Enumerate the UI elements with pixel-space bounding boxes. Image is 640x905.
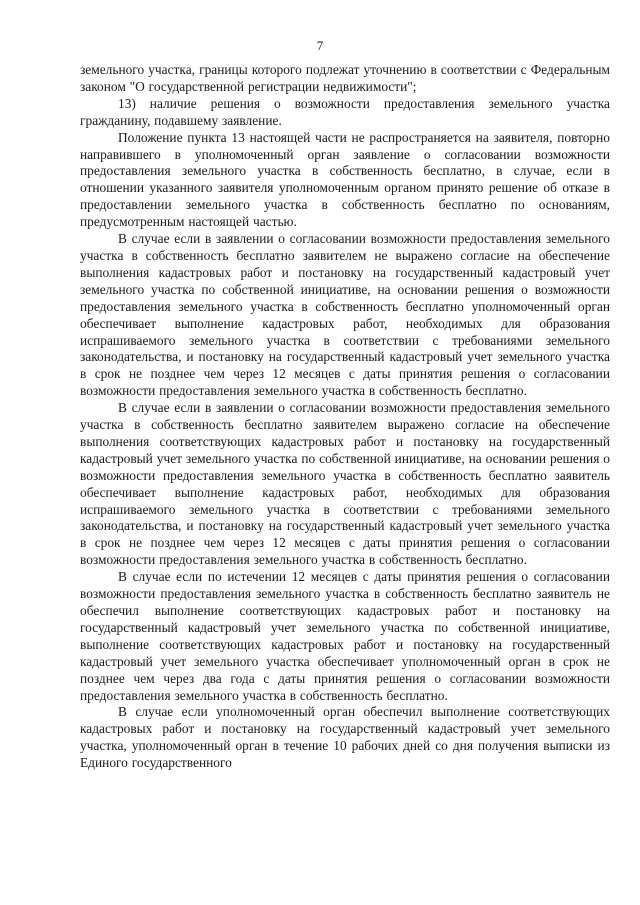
paragraph-consent: В случае если в заявлении о согласовании возможности предоставления земельного участка в собственность бесплатно заявителем выражено согласие на обеспечение выполнения соответствующих кадастровых работ и постановку на государственный кадастровый учет земельного участка по собственной инициативе, на основании решения о возможности предоставления земельного участка в собственность бесплатно заявитель обеспечивает выполнение кадастровых работ, необходимых для образования испрашиваемого земельного участка в соответствии с требованиями земельного законодательства, и постановку на государственный кадастровый учет земельного участка в срок не позднее чем через 12 месяцев с даты принятия решения о согласовании возможности предоставления земельного участка в собственность бесплатно.	[80, 400, 610, 568]
paragraph-expiry: В случае если по истечении 12 месяцев с даты принятия решения о согласовании возможности предоставления земельного участка в собственность бесплатно заявитель не обеспечил выполнение соответствующих кадастровых работ и постановку на государственный кадастровый учет земельного участка по собственной инициативе, выполнение соответствующих кадастровых работ и постановку на государственный кадастровый учет земельного участка обеспечивает уполномоченный орган в срок не позднее чем через два года с даты принятия решения о согласовании возможности предоставления земельного участка в собственность бесплатно.	[80, 569, 610, 703]
paragraph-no-consent: В случае если в заявлении о согласовании возможности предоставления земельного участка в собственность бесплатно заявителем не выражено согласие на обеспечение выполнения кадастровых работ и постановку на государственный кадастровый учет земельного участка по собственной инициативе, на основании решения о возможности предоставления земельного участка в собственность бесплатно уполномоченный орган обеспечивает выполнение кадастровых работ, необходимых для образования испрашиваемого земельного участка в соответствии с требованиями земельного законодательства, и постановку на государственный кадастровый учет земельного участка в срок не позднее чем через 12 месяцев с даты принятия решения о согласовании возможности предоставления земельного участка в собственность бесплатно.	[80, 231, 610, 399]
document-body	[80, 62, 610, 772]
paragraph-authority: В случае если уполномоченный орган обеспечил выполнение соответствующих кадастровых работ и постановку на государственный кадастровый учет земельного участка, уполномоченный орган в течение 10 рабочих дней со дня получения выписки из Единого государственного	[80, 704, 610, 771]
paragraph-continuation: земельного участка, границы которого подлежат уточнению в соответствии с Федеральным законом "О государственной регистрации недвижимости";	[80, 62, 610, 94]
paragraph-exception: Положение пункта 13 настоящей части не распространяется на заявителя, повторно направившего в уполномоченный орган заявление о согласовании возможности предоставления земельного участка в собственность бесплатно, в случае, если в отношении указанного заявителя уполномоченным органом принято решение об отказе в предоставлении земельного участка в собственность бесплатно по основаниям, предусмотренным настоящей частью.	[80, 129, 610, 230]
paragraph-item-13: 13) наличие решения о возможности предоставления земельного участка гражданину, подавшему заявление.	[80, 95, 610, 128]
page-number: 7	[316, 38, 324, 53]
